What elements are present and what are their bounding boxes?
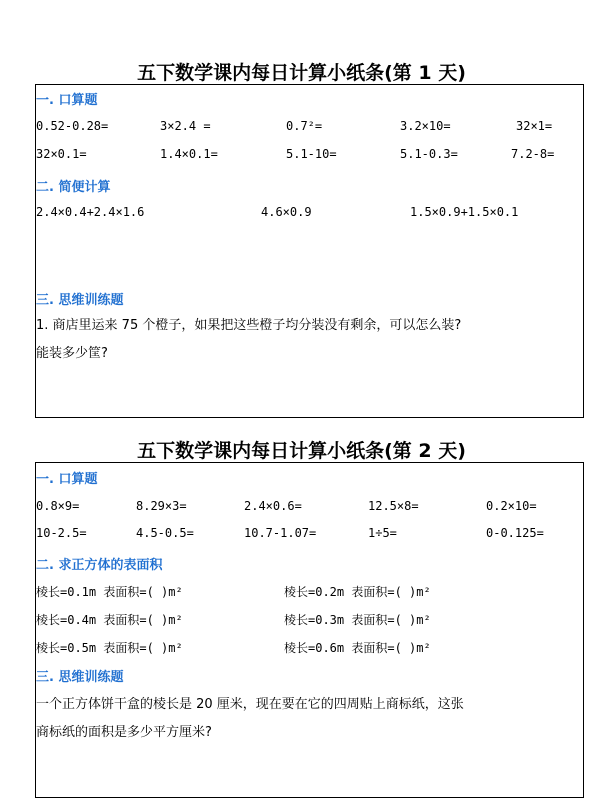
day1-worksheet [35,84,584,418]
day2-cube-row-2 [36,611,583,631]
day1-simple-item: 1.5×0.9+1.5×0.1 [410,205,519,219]
day2-oral-row-1 [36,499,583,519]
day1-oral-item: 5.1-0.3= [400,147,458,161]
day2-section-thinking: 三. 思维训练题 [36,670,124,685]
day2-cube-item: 棱长=0.1m 表面积=( )m² [36,585,183,599]
day1-oral-item: 0.7²= [286,119,323,133]
day2-oral-item: 0.2×10= [486,499,537,513]
day1-thinking-line-2: 能装多少筐? [36,346,108,361]
day2-cube-item: 棱长=0.2m 表面积=( )m² [284,585,431,599]
day2-title: 五下数学课内每日计算小纸条(第 2 天) [137,440,466,462]
day1-simple-item: 4.6×0.9 [261,205,312,219]
day1-oral-item: 5.1-10= [286,147,337,161]
day2-oral-item: 4.5-0.5= [136,526,194,540]
day2-cube-item: 棱长=0.4m 表面积=( )m² [36,613,183,627]
day1-title: 五下数学课内每日计算小纸条(第 1 天) [137,62,466,84]
day1-section-oral: 一. 口算题 [36,93,98,108]
day1-oral-item: 1.4×0.1= [160,147,218,161]
day2-oral-item: 2.4×0.6= [244,499,302,513]
day1-simple-row [36,205,583,225]
day2-thinking-line-1: 一个正方体饼干盒的棱长是 20 厘米，现在要在它的四周贴上商标纸，这张 [36,697,464,712]
day2-oral-item: 1÷5= [368,526,397,540]
day1-thinking-line-1: 1. 商店里运来 75 个橙子，如果把这些橙子均分装没有剩余，可以怎么装? [36,318,462,333]
day1-oral-item: 3×2.4 = [160,119,211,133]
day2-worksheet [35,462,584,798]
day1-oral-row-1 [36,119,583,139]
day2-cube-row-3 [36,639,583,659]
day1-oral-item: 0.52-0.28= [36,119,109,133]
day1-oral-item: 32×0.1= [36,147,87,161]
day2-cube-item: 棱长=0.6m 表面积=( )m² [284,641,431,655]
day2-thinking-question [36,691,581,747]
day2-cube-item: 棱长=0.5m 表面积=( )m² [36,641,183,655]
day1-section-thinking: 三. 思维训练题 [36,293,124,308]
day1-oral-item: 32×1= [516,119,553,133]
day2-thinking-line-2: 商标纸的面积是多少平方厘米? [36,725,212,740]
day2-oral-item: 10-2.5= [36,526,87,540]
day1-oral-item: 7.2-8= [511,147,555,161]
day2-oral-item: 0-0.125= [486,526,544,540]
day2-cube-row-1 [36,583,583,603]
day2-cube-item: 棱长=0.3m 表面积=( )m² [284,613,431,627]
day2-oral-item: 12.5×8= [368,499,419,513]
day2-oral-item: 10.7-1.07= [244,526,317,540]
day2-section-oral: 一. 口算题 [36,472,98,487]
day2-oral-item: 8.29×3= [136,499,187,513]
day1-section-simple: 二. 简便计算 [36,180,111,195]
day1-oral-row-2 [36,147,583,167]
day1-simple-item: 2.4×0.4+2.4×1.6 [36,205,145,219]
day2-oral-item: 0.8×9= [36,499,80,513]
day1-oral-item: 3.2×10= [400,119,451,133]
day2-section-cube: 二. 求正方体的表面积 [36,558,163,573]
day1-thinking-question [36,312,581,368]
day2-oral-row-2 [36,526,583,546]
